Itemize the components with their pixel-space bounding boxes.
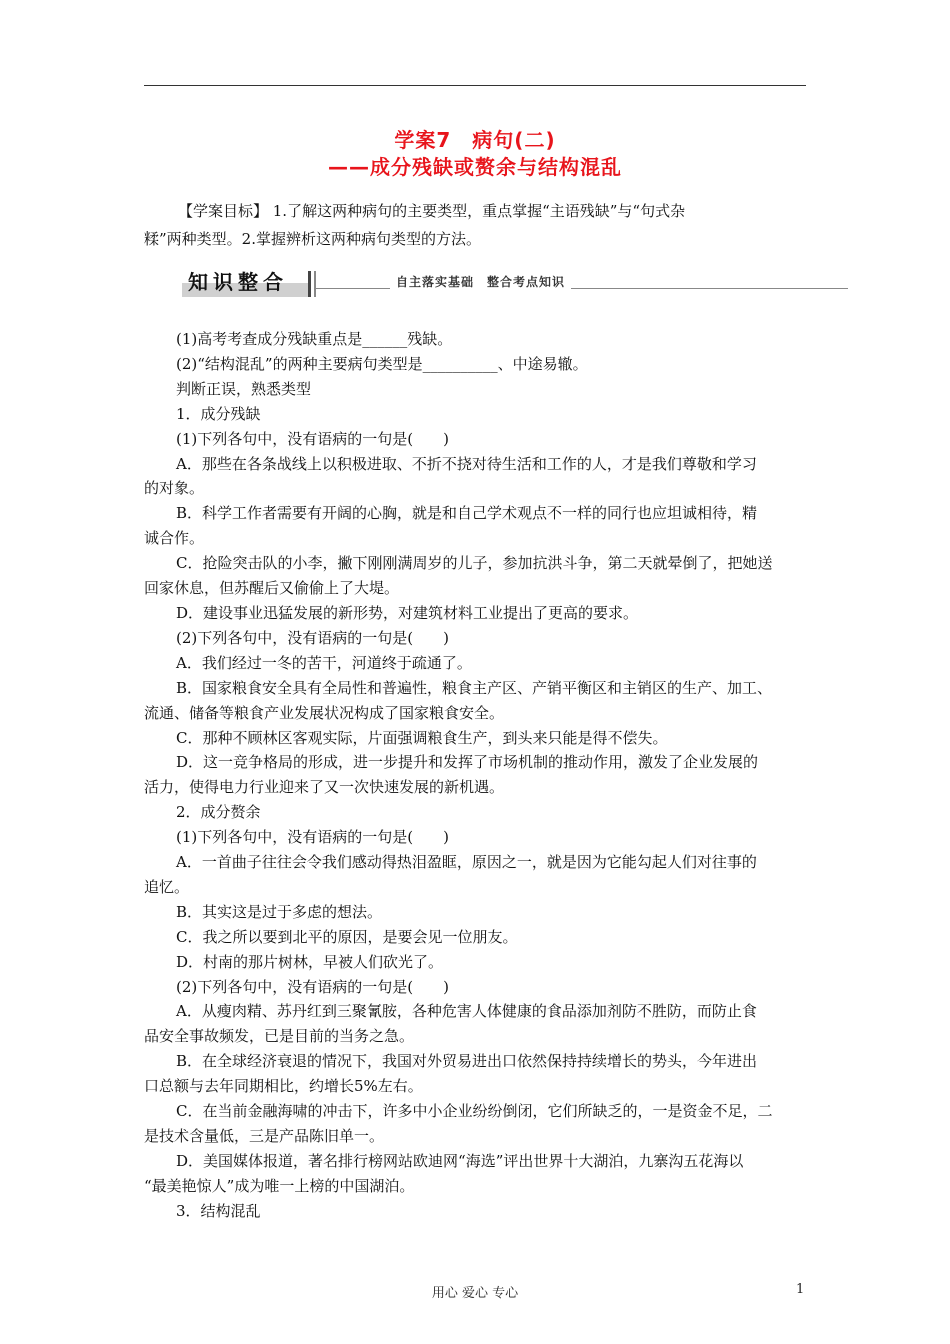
text-line: (2)“结构混乱”的两种主要病句类型是__________、中途易辙。 [176, 354, 588, 373]
option-line: A．一首曲子往往会令我们感动得热泪盈眶，原因之一，就是因为它能勾起人们对往事的 [176, 853, 757, 872]
section-heading: 1．成分残缺 [176, 404, 261, 423]
section-heading: 2．成分赘余 [176, 803, 261, 822]
option-line: A．从瘦肉精、苏丹红到三聚氰胺，各种危害人体健康的食品添加剂防不胜防，而防止食 [176, 1002, 757, 1021]
option-line: C．抢险突击队的小李，撇下刚刚满周岁的儿子，参加抗洪斗争，第二天就晕倒了，把她送 [176, 554, 773, 573]
banner-divider [308, 271, 311, 297]
option-line: “最美艳惊人”成为唯一上榜的中国湖泊。 [144, 1176, 415, 1195]
option-line: B．其实这是过于多虑的想法。 [176, 902, 383, 921]
option-line: D．村南的那片树林，早被人们砍光了。 [176, 952, 444, 971]
option-line: 回家休息，但苏醒后又偷偷上了大堤。 [144, 579, 400, 598]
question-stem: (1)下列各句中，没有语病的一句是( ) [176, 429, 449, 448]
option-line: 诚合作。 [144, 529, 205, 548]
section-banner [180, 267, 848, 299]
option-line: 流通、储备等粮食产业发展状况构成了国家粮食安全。 [144, 703, 505, 722]
question-stem: (2)下列各句中，没有语病的一句是( ) [176, 977, 449, 996]
option-line: D．这一竞争格局的形成，进一步提升和发挥了市场机制的推动作用，激发了企业发展的 [176, 753, 759, 772]
option-line: B．科学工作者需要有开阔的心胸，就是和自己学术观点不一样的同行也应坦诚相待，精 [176, 504, 758, 523]
question-stem: (2)下列各句中，没有语病的一句是( ) [176, 628, 449, 647]
option-line: D．建设事业迅猛发展的新形势，对建筑材料工业提出了更高的要求。 [176, 603, 639, 622]
option-line: C．那种不顾林区客观实际，片面强调粮食生产，到头来只能是得不偿失。 [176, 728, 668, 747]
option-line: 活力，使得电力行业迎来了又一次快速发展的新机遇。 [144, 778, 505, 797]
learning-goal [144, 197, 806, 253]
goal-line: 【学案目标】 1.了解这两种病句的主要类型，重点掌握“主语残缺”与“句式杂 [178, 202, 686, 220]
option-line: B．国家粮食安全具有全局性和普遍性，粮食主产区、产销平衡区和主销区的生产、加工、 [176, 678, 773, 697]
text-line: 判断正误，熟悉类型 [176, 379, 312, 398]
option-line: C．在当前金融海啸的冲击下，许多中小企业纷纷倒闭，它们所缺乏的，一是资金不足，二 [176, 1102, 773, 1121]
footer-motto: 用心 爱心 专心 [431, 1286, 519, 1301]
option-line: 追忆。 [144, 877, 190, 896]
section-heading: 3．结构混乱 [176, 1201, 261, 1220]
banner-label: 知识整合 [188, 270, 288, 294]
question-stem: (1)下列各句中，没有语病的一句是( ) [176, 828, 449, 847]
exercise-content [144, 327, 806, 1224]
option-line: 品安全事故频发，已是目前的当务之急。 [144, 1027, 415, 1046]
banner-subtitle: 自主落实基础 整合考点知识 [390, 273, 571, 290]
page-subtitle: ——成分残缺或赘余与结构混乱 [328, 155, 622, 179]
goal-line: 糅”两种类型。2.掌握辨析这两种病句类型的方法。 [144, 230, 481, 248]
banner-divider [314, 271, 316, 297]
option-line: 口总额与去年同期相比，约增长5%左右。 [144, 1077, 423, 1096]
option-line: A．我们经过一冬的苦干，河道终于疏通了。 [176, 653, 472, 672]
page-title: 学案7 病句(二) [394, 128, 556, 152]
text-line: (1)高考考查成分残缺重点是______残缺。 [176, 330, 453, 348]
option-line: D．美国媒体报道，著名排行榜网站欧迪网“海选”评出世界十大湖泊，九寨沟五花海以 [176, 1151, 744, 1170]
option-line: B．在全球经济衰退的情况下，我国对外贸易进出口依然保持持续增长的势头，今年进出 [176, 1052, 758, 1071]
page-number: 1 [796, 1282, 805, 1297]
option-line: 是技术含量低，三是产品陈旧单一。 [144, 1127, 385, 1145]
header-rule [144, 85, 806, 86]
option-line: C．我之所以要到北平的原因，是要会见一位朋友。 [176, 927, 518, 946]
option-line: A．那些在各条战线上以积极进取、不折不挠对待生活和工作的人，才是我们尊敬和学习 [176, 454, 757, 473]
option-line: 的对象。 [144, 479, 205, 498]
